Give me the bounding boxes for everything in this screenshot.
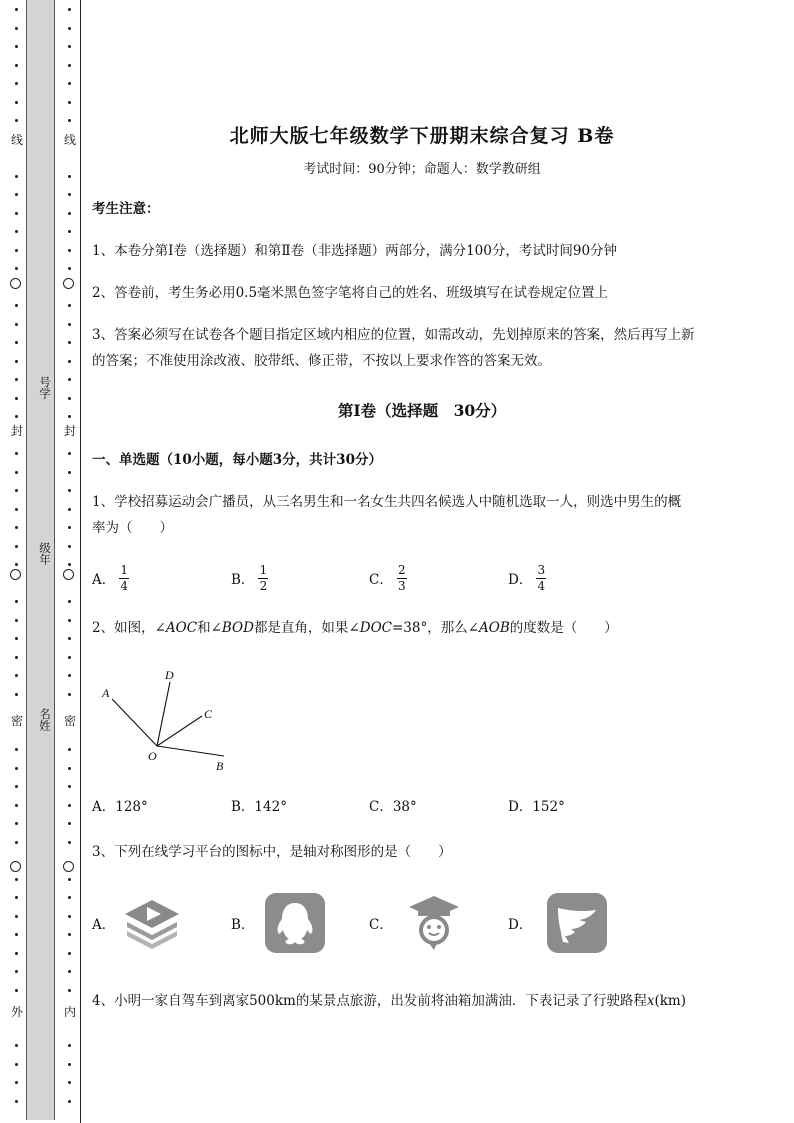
margin-char-nei: 内 bbox=[63, 1005, 76, 1019]
q1-options bbox=[92, 558, 752, 598]
label-o: O bbox=[148, 749, 157, 763]
fraction bbox=[258, 564, 268, 593]
field-name: 名姓 bbox=[38, 708, 52, 731]
q2-option-c[interactable]: C．38° bbox=[369, 799, 417, 815]
q4-stem: 4、小明一家自驾车到离家500km的某景点旅游，出发前将油箱加满油．下表记录了行驶路程x(km) bbox=[92, 993, 686, 1009]
seal-dot bbox=[68, 748, 71, 751]
seal-dot bbox=[68, 1063, 71, 1066]
denominator: 3 bbox=[398, 578, 406, 593]
seal-dot bbox=[15, 693, 18, 696]
seal-dot bbox=[68, 1044, 71, 1047]
q3-stem: 3、下列在线学习平台的图标中，是轴对称图形的是（ ） bbox=[92, 844, 452, 860]
seal-dot bbox=[68, 82, 71, 85]
field-grade: 级年 bbox=[38, 542, 52, 565]
seal-dot bbox=[68, 1100, 71, 1103]
seal-dot bbox=[15, 341, 18, 344]
seal-dot bbox=[68, 304, 71, 307]
seal-dot bbox=[15, 674, 18, 677]
seal-dot bbox=[15, 619, 18, 622]
binding-margin bbox=[0, 0, 82, 1123]
q3-options bbox=[92, 892, 752, 954]
seal-dot bbox=[68, 267, 71, 270]
seal-dot bbox=[15, 656, 18, 659]
seal-dot bbox=[68, 933, 71, 936]
seal-dot bbox=[15, 748, 18, 751]
seal-ring bbox=[10, 861, 21, 872]
seal-line-left bbox=[9, 0, 23, 1123]
penguin-icon bbox=[264, 892, 326, 954]
seal-ring bbox=[63, 861, 74, 872]
seal-dot bbox=[15, 452, 18, 455]
binding-line bbox=[80, 0, 81, 1123]
seal-dot bbox=[15, 27, 18, 30]
seal-dot bbox=[68, 45, 71, 48]
seal-dot bbox=[68, 767, 71, 770]
q3-option-b[interactable] bbox=[231, 892, 326, 954]
option-letter: D． bbox=[508, 572, 533, 588]
seal-dot bbox=[15, 323, 18, 326]
q1-stem-line1: 1、学校招募运动会广播员，从三名男生和一名女生共四名候选人中随机选取一人，则选中男生的概 bbox=[92, 494, 682, 510]
seal-dot bbox=[15, 878, 18, 881]
q1-option-a[interactable] bbox=[92, 558, 129, 598]
seal-dot bbox=[68, 841, 71, 844]
seal-dot bbox=[68, 397, 71, 400]
seal-dot bbox=[15, 1044, 18, 1047]
option-letter: A． bbox=[92, 917, 116, 933]
graduation-face-icon bbox=[403, 892, 465, 954]
wing-icon bbox=[546, 892, 608, 954]
seal-dot bbox=[15, 249, 18, 252]
option-letter: D． bbox=[508, 917, 533, 933]
label-c: C bbox=[204, 707, 213, 721]
notice-heading: 考生注意： bbox=[92, 201, 160, 217]
seal-dot bbox=[68, 27, 71, 30]
math-angle: ∠BOD bbox=[210, 620, 254, 636]
seal-dot bbox=[15, 896, 18, 899]
angle-figure bbox=[98, 666, 233, 774]
seal-dot bbox=[15, 360, 18, 363]
ray-od bbox=[157, 682, 170, 746]
seal-dot bbox=[15, 1100, 18, 1103]
ray-ob bbox=[157, 746, 224, 756]
play-stack-icon bbox=[121, 892, 183, 954]
q3-option-d[interactable] bbox=[508, 892, 608, 954]
margin-char-feng: 封 bbox=[63, 424, 76, 438]
seal-dot bbox=[15, 175, 18, 178]
seal-dot bbox=[68, 822, 71, 825]
seal-dot bbox=[15, 1063, 18, 1066]
seal-dot bbox=[68, 526, 71, 529]
math-angle: ∠AOC bbox=[154, 620, 198, 636]
seal-dot bbox=[15, 8, 18, 11]
numerator: 2 bbox=[398, 562, 406, 577]
seal-dot bbox=[68, 119, 71, 122]
seal-dot bbox=[68, 989, 71, 992]
seal-dot bbox=[68, 193, 71, 196]
exam-info: 考试时间：90分钟；命题人：数学教研组 bbox=[303, 162, 541, 177]
q1-option-d[interactable] bbox=[508, 558, 546, 598]
seal-ring bbox=[10, 278, 21, 289]
seal-dot bbox=[68, 970, 71, 973]
seal-dot bbox=[68, 415, 71, 418]
seal-dot bbox=[68, 8, 71, 11]
denominator: 2 bbox=[259, 578, 268, 593]
denominator: 4 bbox=[120, 578, 129, 593]
margin-char-wai: 外 bbox=[10, 1005, 23, 1019]
fraction bbox=[119, 564, 129, 593]
seal-dot bbox=[68, 915, 71, 918]
option-letter: C． bbox=[369, 572, 393, 588]
q1-stem-line2: 率为（ ） bbox=[92, 520, 173, 536]
seal-dot bbox=[68, 249, 71, 252]
math-variable: x bbox=[646, 993, 655, 1009]
seal-dot bbox=[68, 360, 71, 363]
numerator: 1 bbox=[120, 562, 129, 577]
option-letter: A． bbox=[92, 572, 116, 588]
q2-option-d[interactable]: D．152° bbox=[508, 799, 565, 815]
seal-dot bbox=[68, 101, 71, 104]
seal-dot bbox=[15, 101, 18, 104]
seal-dot bbox=[68, 674, 71, 677]
seal-dot bbox=[15, 378, 18, 381]
seal-dot bbox=[68, 952, 71, 955]
option-letter: C． bbox=[369, 917, 393, 933]
seal-dot bbox=[68, 489, 71, 492]
seal-dot bbox=[15, 767, 18, 770]
q2-options bbox=[92, 792, 752, 818]
math-angle: ∠DOC bbox=[348, 620, 392, 636]
seal-dot bbox=[15, 915, 18, 918]
seal-dot bbox=[68, 508, 71, 511]
seal-dot bbox=[15, 304, 18, 307]
seal-dot bbox=[68, 1081, 71, 1084]
q3-option-c[interactable] bbox=[369, 892, 465, 954]
numerator: 1 bbox=[259, 562, 268, 577]
seal-dot bbox=[15, 267, 18, 270]
label-a: A bbox=[102, 686, 110, 700]
seal-dot bbox=[68, 637, 71, 640]
seal-ring bbox=[63, 278, 74, 289]
denominator: 4 bbox=[537, 578, 546, 593]
seal-dot bbox=[68, 471, 71, 474]
notice-item-2: 2、答卷前，考生务必用0.5毫米黑色签字笔将自己的姓名、班级填写在试卷规定位置上 bbox=[92, 285, 609, 301]
ray-oa bbox=[112, 699, 157, 746]
margin-char-xian: 线 bbox=[63, 133, 76, 147]
seal-dot bbox=[68, 64, 71, 67]
q2-stem: 2、如图，∠AOC和∠BOD都是直角，如果∠DOC=38°，那么∠AOB的度数是（ ） bbox=[92, 620, 618, 636]
notice-item-3-line2: 的答案；不准使用涂改液、胶带纸、修正带，不按以上要求作答的答案无效。 bbox=[92, 353, 551, 369]
margin-char-xian: 线 bbox=[10, 133, 23, 147]
q3-option-a[interactable] bbox=[92, 892, 183, 954]
q1-option-b[interactable] bbox=[231, 558, 268, 598]
seal-dot bbox=[15, 119, 18, 122]
seal-dot bbox=[68, 896, 71, 899]
seal-dot bbox=[15, 785, 18, 788]
seal-dot bbox=[15, 1081, 18, 1084]
numerator: 3 bbox=[537, 562, 546, 577]
field-student-number: 号学 bbox=[38, 376, 52, 399]
seal-dot bbox=[15, 489, 18, 492]
seal-dot bbox=[15, 526, 18, 529]
seal-dot bbox=[68, 693, 71, 696]
page-title: 北师大版七年级数学下册期末综合复习 B卷 bbox=[229, 125, 615, 147]
label-b: B bbox=[216, 759, 224, 773]
ray-oc bbox=[157, 716, 202, 746]
seal-dot bbox=[68, 563, 71, 566]
part-heading: 一、单选题（10小题，每小题3分，共计30分） bbox=[92, 452, 382, 468]
seal-ring bbox=[10, 569, 21, 580]
seal-dot bbox=[68, 619, 71, 622]
seal-dot bbox=[68, 545, 71, 548]
margin-char-mi: 密 bbox=[10, 714, 23, 728]
fraction bbox=[397, 564, 407, 593]
seal-dot bbox=[15, 82, 18, 85]
section-title: 第I卷（选择题 30分） bbox=[337, 401, 507, 420]
seal-dot bbox=[68, 785, 71, 788]
seal-dot bbox=[15, 600, 18, 603]
option-letter: B． bbox=[231, 917, 255, 933]
seal-dot bbox=[15, 415, 18, 418]
seal-dot bbox=[68, 656, 71, 659]
seal-dot bbox=[68, 804, 71, 807]
seal-dot bbox=[15, 841, 18, 844]
q1-option-c[interactable] bbox=[369, 558, 407, 598]
seal-dot bbox=[15, 64, 18, 67]
seal-dot bbox=[15, 970, 18, 973]
seal-dot bbox=[68, 378, 71, 381]
notice-item-3-line1: 3、答案必须写在试卷各个题目指定区域内相应的位置，如需改动，先划掉原来的答案，然后再写上新 bbox=[92, 327, 695, 343]
seal-dot bbox=[15, 212, 18, 215]
seal-dot bbox=[15, 952, 18, 955]
seal-dot bbox=[15, 508, 18, 511]
label-d: D bbox=[165, 668, 174, 682]
seal-dot bbox=[15, 989, 18, 992]
seal-line-right bbox=[62, 0, 76, 1123]
seal-dot bbox=[15, 397, 18, 400]
seal-dot bbox=[15, 471, 18, 474]
seal-dot bbox=[68, 341, 71, 344]
seal-dot bbox=[68, 878, 71, 881]
margin-char-feng: 封 bbox=[10, 424, 23, 438]
seal-dot bbox=[68, 175, 71, 178]
seal-dot bbox=[15, 230, 18, 233]
seal-dot bbox=[68, 212, 71, 215]
fraction bbox=[536, 564, 546, 593]
seal-dot bbox=[15, 637, 18, 640]
math-angle: ∠AOB bbox=[467, 620, 510, 636]
margin-char-mi: 密 bbox=[63, 714, 76, 728]
notice-item-1: 1、本卷分第I卷（选择题）和第Ⅱ卷（非选择题）两部分，满分100分，考试时间90分钟 bbox=[92, 243, 618, 259]
seal-ring bbox=[63, 569, 74, 580]
seal-dot bbox=[15, 545, 18, 548]
seal-dot bbox=[15, 933, 18, 936]
q2-option-b[interactable]: B．142° bbox=[231, 799, 287, 815]
seal-dot bbox=[68, 230, 71, 233]
option-letter: B． bbox=[231, 572, 255, 588]
seal-dot bbox=[15, 193, 18, 196]
seal-dot bbox=[15, 804, 18, 807]
q2-option-a[interactable]: A．128° bbox=[92, 799, 148, 815]
seal-dot bbox=[15, 45, 18, 48]
seal-dot bbox=[68, 452, 71, 455]
seal-dot bbox=[15, 822, 18, 825]
seal-dot bbox=[68, 600, 71, 603]
seal-dot bbox=[15, 563, 18, 566]
seal-dot bbox=[68, 323, 71, 326]
